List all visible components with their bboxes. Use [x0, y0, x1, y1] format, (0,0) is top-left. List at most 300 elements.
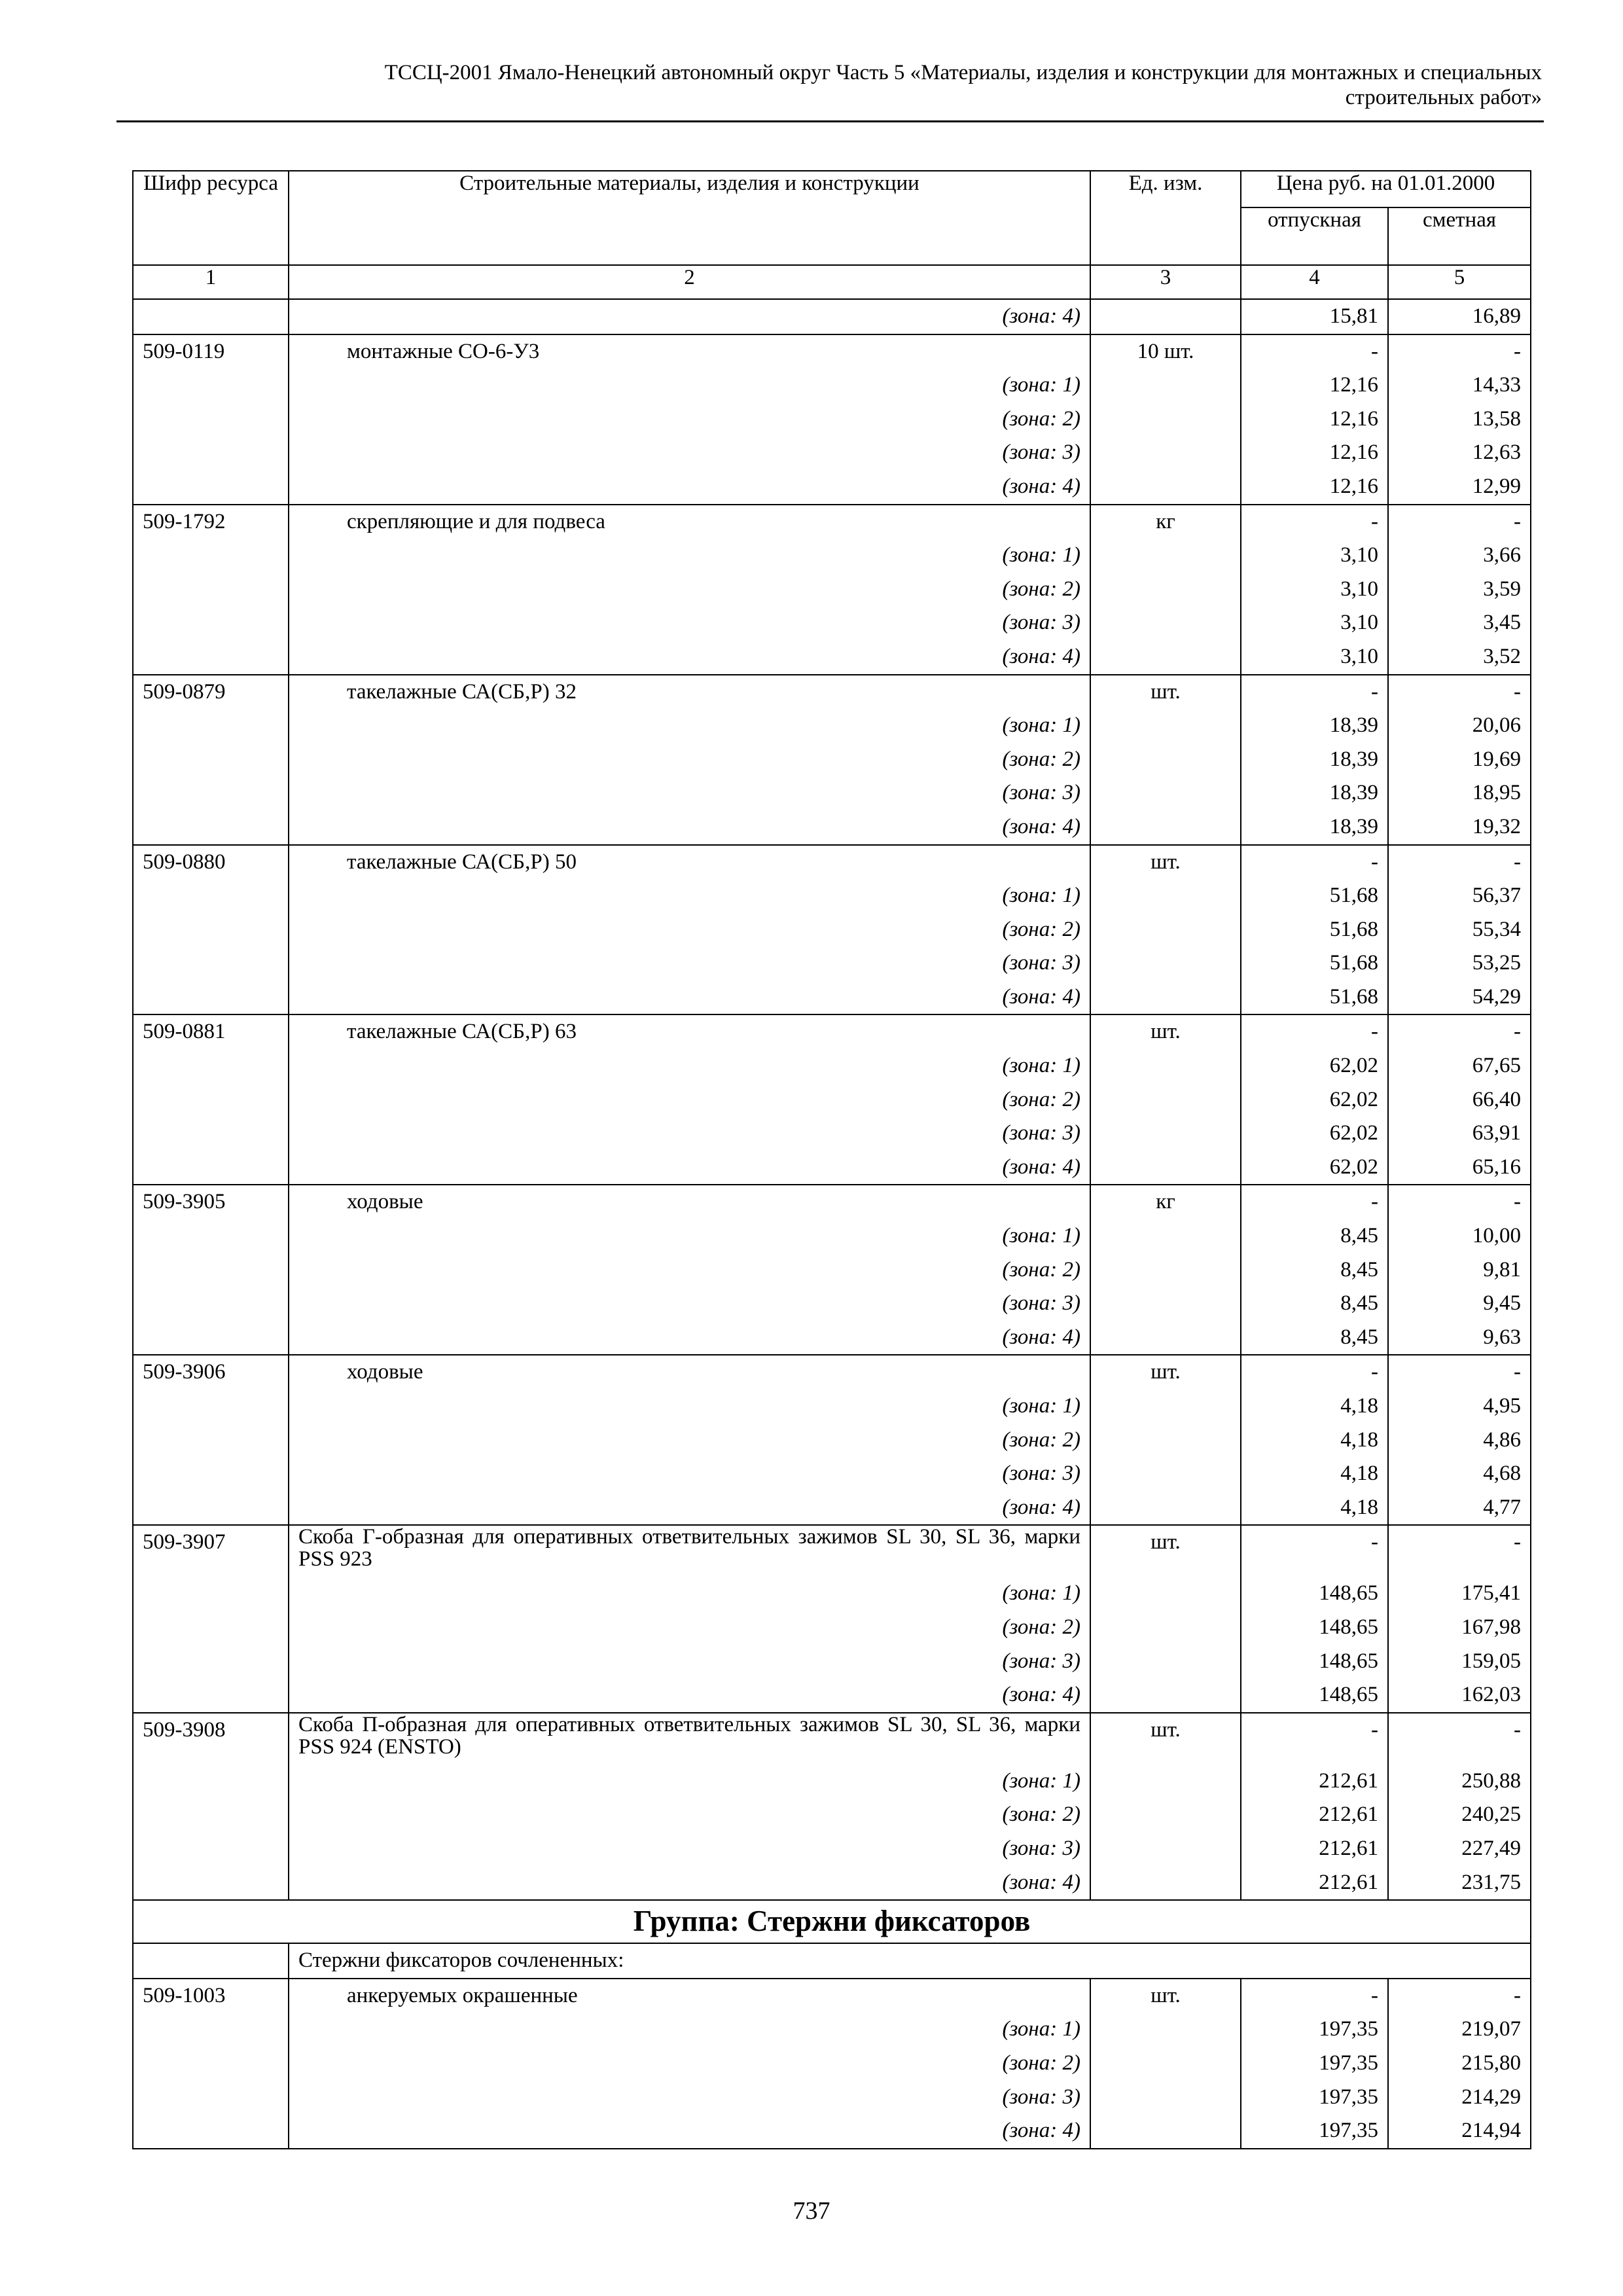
column-number: 5 [1388, 265, 1531, 299]
group-subtitle: Стержни фиксаторов сочлененных: [289, 1943, 1531, 1979]
release-price: 148,65 [1241, 1577, 1388, 1611]
unit-cell [1090, 1083, 1241, 1117]
unit-cell [1090, 299, 1241, 334]
table-row [133, 1049, 1531, 1083]
table-row [133, 505, 1531, 539]
table-row [133, 1014, 1531, 1049]
release-price: 3,10 [1241, 640, 1388, 675]
estimate-price: 3,52 [1388, 640, 1531, 675]
table-row [133, 1866, 1531, 1901]
release-price: 51,68 [1241, 980, 1388, 1015]
material-name: Скоба Г-образная для оперативных ответвительных зажимов SL 30, SL 36, марки PSS 923 [289, 1525, 1090, 1577]
release-price: 212,61 [1241, 1798, 1388, 1832]
estimate-price: 214,29 [1388, 2081, 1531, 2115]
table-row [133, 1321, 1531, 1355]
zone-label: (зона: 2) [289, 403, 1090, 437]
estimate-price: - [1388, 1355, 1531, 1390]
table-row [133, 2081, 1531, 2115]
table-row [133, 1678, 1531, 1713]
zone-label: (зона: 3) [289, 1832, 1090, 1866]
table-row [133, 1287, 1531, 1321]
resource-code-cell [133, 1765, 289, 1799]
release-price: 12,16 [1241, 368, 1388, 403]
unit-of-measure: кг [1090, 505, 1241, 539]
unit-of-measure: шт. [1090, 1355, 1241, 1390]
zone-label: (зона: 3) [289, 1457, 1090, 1491]
table-header [133, 171, 1531, 299]
unit-cell [1090, 1117, 1241, 1151]
release-price: - [1241, 845, 1388, 880]
unit-cell [1090, 470, 1241, 505]
unit-cell [1090, 1287, 1241, 1321]
release-price: 197,35 [1241, 2013, 1388, 2047]
estimate-price: 20,06 [1388, 709, 1531, 743]
estimate-price: 54,29 [1388, 980, 1531, 1015]
table-row [133, 1577, 1531, 1611]
estimate-price: 56,37 [1388, 879, 1531, 913]
table-row [133, 2047, 1531, 2081]
release-price: 8,45 [1241, 1321, 1388, 1355]
table-row [133, 334, 1531, 369]
release-price: 8,45 [1241, 1219, 1388, 1253]
zone-label: (зона: 4) [289, 299, 1090, 334]
table-row [133, 1117, 1531, 1151]
table-row [133, 1355, 1531, 1390]
estimate-price: 227,49 [1388, 1832, 1531, 1866]
resource-code-cell [133, 810, 289, 845]
release-price: - [1241, 1014, 1388, 1049]
unit-cell [1090, 980, 1241, 1015]
unit-cell [1090, 743, 1241, 777]
table-row [133, 709, 1531, 743]
zone-label: (зона: 4) [289, 1151, 1090, 1185]
unit-of-measure: шт. [1090, 675, 1241, 709]
estimate-price: 14,33 [1388, 368, 1531, 403]
estimate-price: 159,05 [1388, 1645, 1531, 1679]
resource-code-cell [133, 709, 289, 743]
estimate-price: 3,59 [1388, 573, 1531, 607]
estimate-price: 10,00 [1388, 1219, 1531, 1253]
zone-label: (зона: 2) [289, 913, 1090, 947]
column-number: 2 [289, 265, 1090, 299]
table-row [133, 845, 1531, 880]
release-price: - [1241, 505, 1388, 539]
release-price: 62,02 [1241, 1151, 1388, 1185]
table-row [133, 403, 1531, 437]
unit-of-measure: 10 шт. [1090, 334, 1241, 369]
release-price: 197,35 [1241, 2081, 1388, 2115]
resource-code-cell [133, 1491, 289, 1526]
zone-label: (зона: 4) [289, 1491, 1090, 1526]
zone-label: (зона: 1) [289, 1577, 1090, 1611]
group-title: Группа: Стержни фиксаторов [133, 1900, 1531, 1943]
unit-cell [1090, 1491, 1241, 1526]
price-table [132, 170, 1531, 2149]
unit-cell [1090, 776, 1241, 810]
estimate-price: 3,66 [1388, 539, 1531, 573]
resource-code-cell [133, 368, 289, 403]
zone-label: (зона: 1) [289, 539, 1090, 573]
release-price: 3,10 [1241, 606, 1388, 640]
release-price: 62,02 [1241, 1049, 1388, 1083]
estimate-price: 231,75 [1388, 1866, 1531, 1901]
release-price: 148,65 [1241, 1645, 1388, 1679]
resource-code-cell [133, 299, 289, 334]
release-price: 197,35 [1241, 2047, 1388, 2081]
table-row [133, 810, 1531, 845]
table-row [133, 743, 1531, 777]
unit-of-measure: шт. [1090, 1014, 1241, 1049]
zone-label: (зона: 1) [289, 1765, 1090, 1799]
material-name: такелажные СА(СБ,Р) 63 [289, 1014, 1090, 1049]
group-heading-row [133, 1900, 1531, 1943]
estimate-price: 9,63 [1388, 1321, 1531, 1355]
table-row [133, 1645, 1531, 1679]
table-row [133, 436, 1531, 470]
release-price: - [1241, 1185, 1388, 1219]
header-rule [116, 120, 1544, 122]
release-price: 212,61 [1241, 1832, 1388, 1866]
header-estimate-price: сметная [1388, 207, 1531, 265]
resource-code-cell [133, 1287, 289, 1321]
release-price: 4,18 [1241, 1390, 1388, 1424]
resource-code-cell [133, 1321, 289, 1355]
zone-label: (зона: 1) [289, 1390, 1090, 1424]
resource-code-cell [133, 743, 289, 777]
estimate-price: - [1388, 1713, 1531, 1765]
release-price: - [1241, 675, 1388, 709]
estimate-price: 167,98 [1388, 1611, 1531, 1645]
table-row [133, 776, 1531, 810]
zone-label: (зона: 1) [289, 368, 1090, 403]
column-number: 4 [1241, 265, 1388, 299]
estimate-price: 4,95 [1388, 1390, 1531, 1424]
table-row [133, 1832, 1531, 1866]
estimate-price: - [1388, 1525, 1531, 1577]
header-release-price: отпускная [1241, 207, 1388, 265]
resource-code-cell [133, 2013, 289, 2047]
table-row [133, 539, 1531, 573]
table-row [133, 1424, 1531, 1458]
unit-cell [1090, 913, 1241, 947]
release-price: 8,45 [1241, 1287, 1388, 1321]
table-row [133, 368, 1531, 403]
release-price: 212,61 [1241, 1866, 1388, 1901]
table-row [133, 2114, 1531, 2149]
estimate-price: - [1388, 675, 1531, 709]
release-price: 18,39 [1241, 810, 1388, 845]
unit-cell [1090, 640, 1241, 675]
table-row [133, 1219, 1531, 1253]
release-price: 62,02 [1241, 1083, 1388, 1117]
unit-cell [1090, 1321, 1241, 1355]
resource-code-cell [133, 1219, 289, 1253]
zone-label: (зона: 4) [289, 1678, 1090, 1713]
table-row [133, 1525, 1531, 1577]
estimate-price: 12,63 [1388, 436, 1531, 470]
resource-code-cell [133, 913, 289, 947]
header-code: Шифр ресурса [133, 171, 289, 265]
running-header-line-1: ТССЦ-2001 Ямало-Ненецкий автономный округ Часть 5 «Материалы, изделия и конструкции для монтажных и специальных [384, 61, 1542, 84]
resource-code-cell [133, 470, 289, 505]
table-row [133, 1253, 1531, 1287]
running-header [118, 60, 1542, 110]
table-row [133, 2013, 1531, 2047]
resource-code: 509-3906 [133, 1355, 289, 1390]
table-row [133, 913, 1531, 947]
resource-code-cell [133, 1390, 289, 1424]
unit-cell [1090, 1798, 1241, 1832]
unit-cell [1090, 946, 1241, 980]
table-row [133, 1457, 1531, 1491]
resource-code-cell [133, 1577, 289, 1611]
resource-code: 509-0879 [133, 675, 289, 709]
unit-cell [1090, 709, 1241, 743]
zone-label: (зона: 2) [289, 1253, 1090, 1287]
zone-label: (зона: 3) [289, 946, 1090, 980]
release-price: 197,35 [1241, 2114, 1388, 2149]
release-price: 212,61 [1241, 1765, 1388, 1799]
table-row [133, 606, 1531, 640]
release-price: 4,18 [1241, 1424, 1388, 1458]
resource-code-cell [133, 2047, 289, 2081]
table-row [133, 299, 1531, 334]
material-name: такелажные СА(СБ,Р) 50 [289, 845, 1090, 880]
unit-cell [1090, 1645, 1241, 1679]
estimate-price: 12,99 [1388, 470, 1531, 505]
header-unit: Ед. изм. [1090, 171, 1241, 265]
resource-code-cell [133, 1049, 289, 1083]
unit-of-measure: шт. [1090, 1525, 1241, 1577]
resource-code-cell [133, 776, 289, 810]
release-price: - [1241, 1525, 1388, 1577]
table-row [133, 640, 1531, 675]
unit-cell [1090, 1049, 1241, 1083]
table-row [133, 1491, 1531, 1526]
zone-label: (зона: 3) [289, 606, 1090, 640]
resource-code-cell [133, 980, 289, 1015]
table-row [133, 1390, 1531, 1424]
estimate-price: - [1388, 1014, 1531, 1049]
release-price: 8,45 [1241, 1253, 1388, 1287]
resource-code-cell [133, 879, 289, 913]
unit-cell [1090, 403, 1241, 437]
release-price: 18,39 [1241, 743, 1388, 777]
zone-label: (зона: 4) [289, 1321, 1090, 1355]
resource-code-cell [133, 1678, 289, 1713]
release-price: - [1241, 1979, 1388, 2013]
unit-cell [1090, 1678, 1241, 1713]
zone-label: (зона: 4) [289, 2114, 1090, 2149]
running-header-line-2: строительных работ» [1345, 86, 1542, 109]
estimate-price: 175,41 [1388, 1577, 1531, 1611]
resource-code: 509-1792 [133, 505, 289, 539]
zone-label: (зона: 3) [289, 1117, 1090, 1151]
page-number: 737 [793, 2197, 830, 2225]
resource-code-cell [133, 1457, 289, 1491]
zone-label: (зона: 2) [289, 573, 1090, 607]
unit-cell [1090, 1390, 1241, 1424]
resource-code-cell [133, 1866, 289, 1901]
unit-cell [1090, 539, 1241, 573]
unit-cell [1090, 2114, 1241, 2149]
resource-code-cell [133, 436, 289, 470]
table-row [133, 470, 1531, 505]
estimate-price: - [1388, 845, 1531, 880]
table-row [133, 573, 1531, 607]
estimate-price: 4,77 [1388, 1491, 1531, 1526]
resource-code-cell [133, 1943, 289, 1979]
zone-label: (зона: 3) [289, 1287, 1090, 1321]
estimate-price: 55,34 [1388, 913, 1531, 947]
release-price: - [1241, 1355, 1388, 1390]
estimate-price: 67,65 [1388, 1049, 1531, 1083]
zone-label: (зона: 3) [289, 776, 1090, 810]
zone-label: (зона: 2) [289, 1798, 1090, 1832]
unit-cell [1090, 1253, 1241, 1287]
material-name: такелажные СА(СБ,Р) 32 [289, 675, 1090, 709]
resource-code-cell [133, 573, 289, 607]
table-row [133, 1083, 1531, 1117]
table-row [133, 675, 1531, 709]
resource-code-cell [133, 606, 289, 640]
zone-label: (зона: 2) [289, 1611, 1090, 1645]
resource-code-cell [133, 1424, 289, 1458]
estimate-price: 215,80 [1388, 2047, 1531, 2081]
resource-code-cell [133, 1798, 289, 1832]
estimate-price: 219,07 [1388, 2013, 1531, 2047]
resource-code: 509-3908 [133, 1713, 289, 1765]
release-price: 51,68 [1241, 946, 1388, 980]
estimate-price: 18,95 [1388, 776, 1531, 810]
release-price: 148,65 [1241, 1611, 1388, 1645]
unit-cell [1090, 606, 1241, 640]
table-body [133, 299, 1531, 2149]
unit-cell [1090, 1611, 1241, 1645]
table-row [133, 946, 1531, 980]
zone-label: (зона: 4) [289, 640, 1090, 675]
estimate-price: 19,69 [1388, 743, 1531, 777]
release-price: 18,39 [1241, 776, 1388, 810]
release-price: 3,10 [1241, 573, 1388, 607]
estimate-price: 9,81 [1388, 1253, 1531, 1287]
material-name: скрепляющие и для подвеса [289, 505, 1090, 539]
table-row [133, 1765, 1531, 1799]
zone-label: (зона: 1) [289, 2013, 1090, 2047]
unit-cell [1090, 1765, 1241, 1799]
zone-label: (зона: 2) [289, 2047, 1090, 2081]
unit-of-measure: шт. [1090, 1713, 1241, 1765]
resource-code-cell [133, 2081, 289, 2115]
estimate-price: 214,94 [1388, 2114, 1531, 2149]
unit-cell [1090, 1866, 1241, 1901]
unit-of-measure: шт. [1090, 1979, 1241, 2013]
estimate-price: - [1388, 1185, 1531, 1219]
estimate-price: 13,58 [1388, 403, 1531, 437]
estimate-price: 250,88 [1388, 1765, 1531, 1799]
release-price: 12,16 [1241, 403, 1388, 437]
release-price: 148,65 [1241, 1678, 1388, 1713]
estimate-price: 162,03 [1388, 1678, 1531, 1713]
resource-code: 509-0881 [133, 1014, 289, 1049]
table-row [133, 1185, 1531, 1219]
unit-cell [1090, 368, 1241, 403]
zone-label: (зона: 2) [289, 743, 1090, 777]
resource-code: 509-0119 [133, 334, 289, 369]
estimate-price: 4,68 [1388, 1457, 1531, 1491]
unit-cell [1090, 810, 1241, 845]
resource-code-cell [133, 1611, 289, 1645]
zone-label: (зона: 3) [289, 2081, 1090, 2115]
estimate-price: 4,86 [1388, 1424, 1531, 1458]
header-name: Строительные материалы, изделия и конструкции [289, 171, 1090, 265]
resource-code-cell [133, 1253, 289, 1287]
table-row [133, 1798, 1531, 1832]
resource-code-cell [133, 640, 289, 675]
resource-code-cell [133, 1832, 289, 1866]
resource-code-cell [133, 539, 289, 573]
estimate-price: 240,25 [1388, 1798, 1531, 1832]
estimate-price: 66,40 [1388, 1083, 1531, 1117]
zone-label: (зона: 3) [289, 436, 1090, 470]
unit-cell [1090, 436, 1241, 470]
unit-cell [1090, 573, 1241, 607]
material-name: Скоба П-образная для оперативных ответвительных зажимов SL 30, SL 36, марки PSS 924 (ENSTO) [289, 1713, 1090, 1765]
release-price: 51,68 [1241, 879, 1388, 913]
release-price: - [1241, 1713, 1388, 1765]
estimate-price: 9,45 [1388, 1287, 1531, 1321]
estimate-price: 3,45 [1388, 606, 1531, 640]
unit-cell [1090, 2047, 1241, 2081]
release-price: - [1241, 334, 1388, 369]
resource-code-cell [133, 1117, 289, 1151]
resource-code: 509-0880 [133, 845, 289, 880]
material-name: ходовые [289, 1355, 1090, 1390]
unit-cell [1090, 1219, 1241, 1253]
zone-label: (зона: 2) [289, 1424, 1090, 1458]
unit-cell [1090, 1577, 1241, 1611]
release-price: 51,68 [1241, 913, 1388, 947]
resource-code: 509-1003 [133, 1979, 289, 2013]
resource-code: 509-3907 [133, 1525, 289, 1577]
resource-code: 509-3905 [133, 1185, 289, 1219]
estimate-price: 65,16 [1388, 1151, 1531, 1185]
zone-label: (зона: 1) [289, 1219, 1090, 1253]
table-row [133, 879, 1531, 913]
zone-label: (зона: 4) [289, 1866, 1090, 1901]
table-row [133, 980, 1531, 1015]
resource-code-cell [133, 403, 289, 437]
unit-of-measure: шт. [1090, 845, 1241, 880]
release-price: 12,16 [1241, 470, 1388, 505]
material-name: анкеруемых окрашенные [289, 1979, 1090, 2013]
unit-cell [1090, 2013, 1241, 2047]
release-price: 12,16 [1241, 436, 1388, 470]
zone-label: (зона: 1) [289, 1049, 1090, 1083]
zone-label: (зона: 1) [289, 879, 1090, 913]
release-price: 4,18 [1241, 1491, 1388, 1526]
resource-code-cell [133, 1151, 289, 1185]
zone-label: (зона: 4) [289, 470, 1090, 505]
zone-label: (зона: 2) [289, 1083, 1090, 1117]
release-price: 4,18 [1241, 1457, 1388, 1491]
unit-of-measure: кг [1090, 1185, 1241, 1219]
unit-cell [1090, 1457, 1241, 1491]
estimate-price: 19,32 [1388, 810, 1531, 845]
estimate-price: - [1388, 1979, 1531, 2013]
unit-cell [1090, 1151, 1241, 1185]
estimate-price: - [1388, 505, 1531, 539]
